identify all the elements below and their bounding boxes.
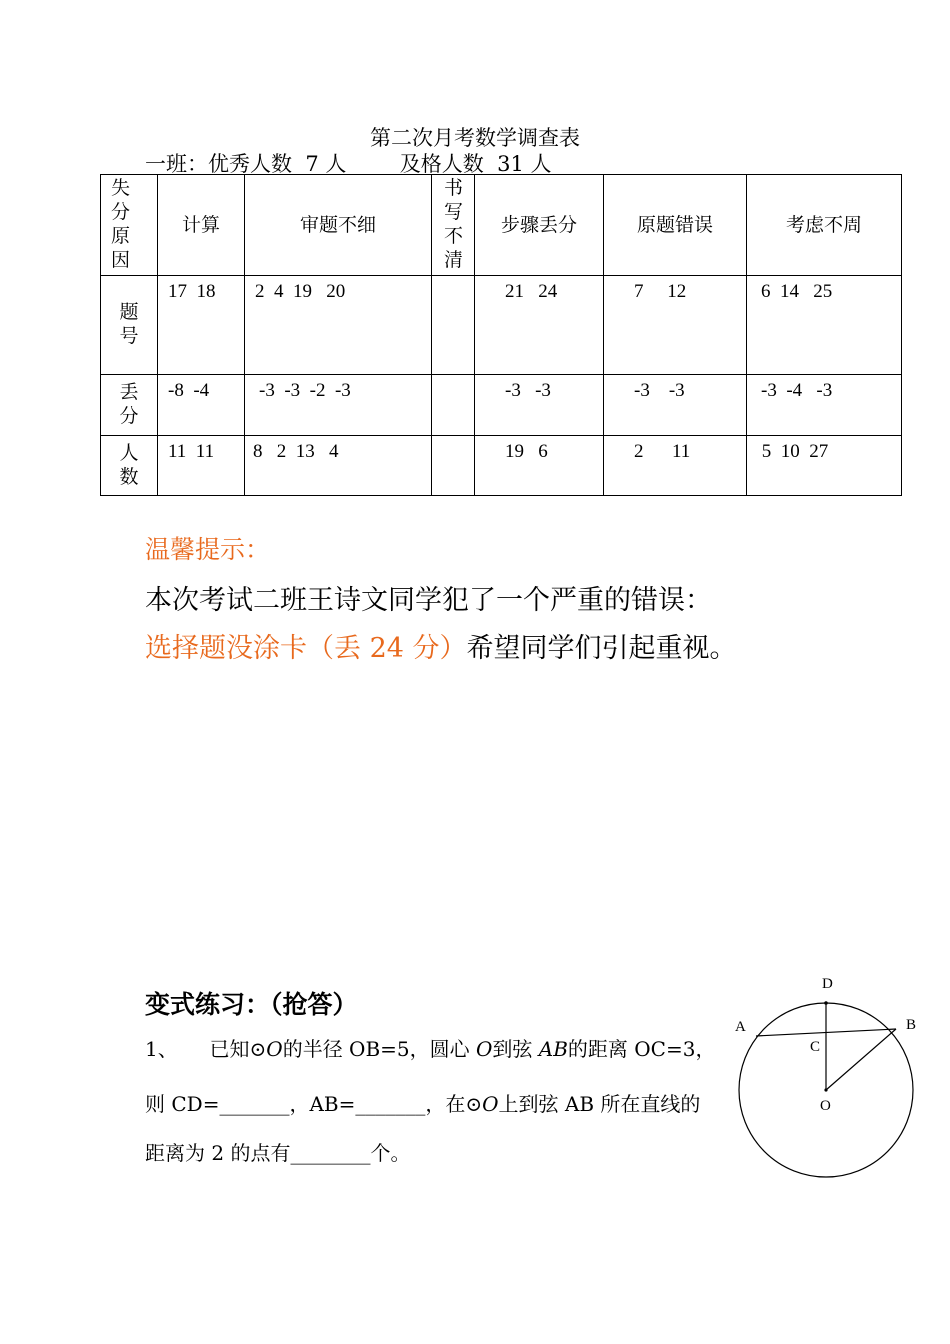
- label-o: O: [820, 1098, 831, 1114]
- table-cell: -3 -3 -2 -3: [245, 375, 432, 436]
- table-row: [101, 276, 902, 375]
- math-symbol: AB: [538, 1037, 568, 1061]
- column-header: 考虑不周: [747, 175, 902, 276]
- table-cell: 8 2 13 4: [245, 436, 432, 496]
- math-symbol: O: [476, 1037, 493, 1061]
- question-text: 已知⊙: [209, 1037, 267, 1061]
- point-o: [824, 1088, 827, 1091]
- label-a: A: [735, 1019, 746, 1035]
- table-cell: -3 -4 -3: [747, 375, 902, 436]
- table-cell: [432, 436, 475, 496]
- row-label: 人数: [101, 436, 158, 496]
- table-cell: [432, 375, 475, 436]
- row-label: 丢分: [101, 375, 158, 436]
- tip-message: 本次考试二班王诗文同学犯了一个严重的错误：: [145, 585, 712, 616]
- table-cell: -3 -3: [475, 375, 604, 436]
- table-cell: 11 11: [158, 436, 245, 496]
- question-number: 1、: [145, 1037, 178, 1061]
- survey-table: [100, 174, 902, 496]
- table-cell: 2 11: [604, 436, 747, 496]
- segment-ob: [826, 1029, 896, 1090]
- row-label: 题号: [101, 276, 158, 375]
- table-cell: -8 -4: [158, 375, 245, 436]
- question-text: 则 CD=_______，AB=_______，在⊙: [145, 1092, 483, 1116]
- point-d: [824, 1001, 828, 1005]
- table-cell: 17 18: [158, 276, 245, 375]
- column-header: 原题错误: [604, 175, 747, 276]
- corner-header: 失分原因: [101, 175, 158, 276]
- label-d: D: [822, 976, 833, 992]
- class-summary: 一班：优秀人数 7 人 及格人数 31 人: [145, 152, 552, 176]
- tip-message-2: [145, 626, 737, 665]
- exercise-title: 变式练习：（抢答）: [145, 990, 358, 1019]
- page-title: 第二次月考数学调查表: [370, 126, 580, 150]
- question-text: 的半径 OB=5，圆心: [282, 1037, 476, 1061]
- math-symbol: O: [482, 1092, 499, 1116]
- question-1-line-1: [145, 1033, 715, 1062]
- tip-heading: 温馨提示：: [145, 535, 271, 564]
- math-symbol: O: [266, 1037, 283, 1061]
- label-c: C: [810, 1039, 821, 1055]
- table-cell: -3 -3: [604, 375, 747, 436]
- table-row: [101, 375, 902, 436]
- table-cell: 21 24: [475, 276, 604, 375]
- question-1-line-2: [145, 1088, 700, 1117]
- circle-diagram: [725, 970, 930, 1185]
- question-text: 的距离 OC=3，: [567, 1037, 716, 1061]
- tip-highlight: 选择题没涂卡（丢 24 分）: [145, 633, 467, 664]
- table-cell: 2 4 19 20: [245, 276, 432, 375]
- table-cell: 5 10 27: [747, 436, 902, 496]
- column-header: 计算: [158, 175, 245, 276]
- table-cell: 19 6: [475, 436, 604, 496]
- column-header: 步骤丢分: [475, 175, 604, 276]
- table-cell: 6 14 25: [747, 276, 902, 375]
- table-cell: [432, 276, 475, 375]
- table-cell: 7 12: [604, 276, 747, 375]
- table-row: [101, 436, 902, 496]
- label-b: B: [906, 1017, 917, 1033]
- question-1-line-3: 距离为 2 的点有________个。: [145, 1141, 411, 1165]
- question-text: 上到弦 AB 所在直线的: [498, 1092, 701, 1116]
- column-header: 审题不细: [245, 175, 432, 276]
- column-header: 书写不清: [432, 175, 475, 276]
- table-header-row: [101, 175, 902, 276]
- tip-rest: 希望同学们引起重视。: [466, 633, 737, 664]
- question-text: 到弦: [492, 1037, 539, 1061]
